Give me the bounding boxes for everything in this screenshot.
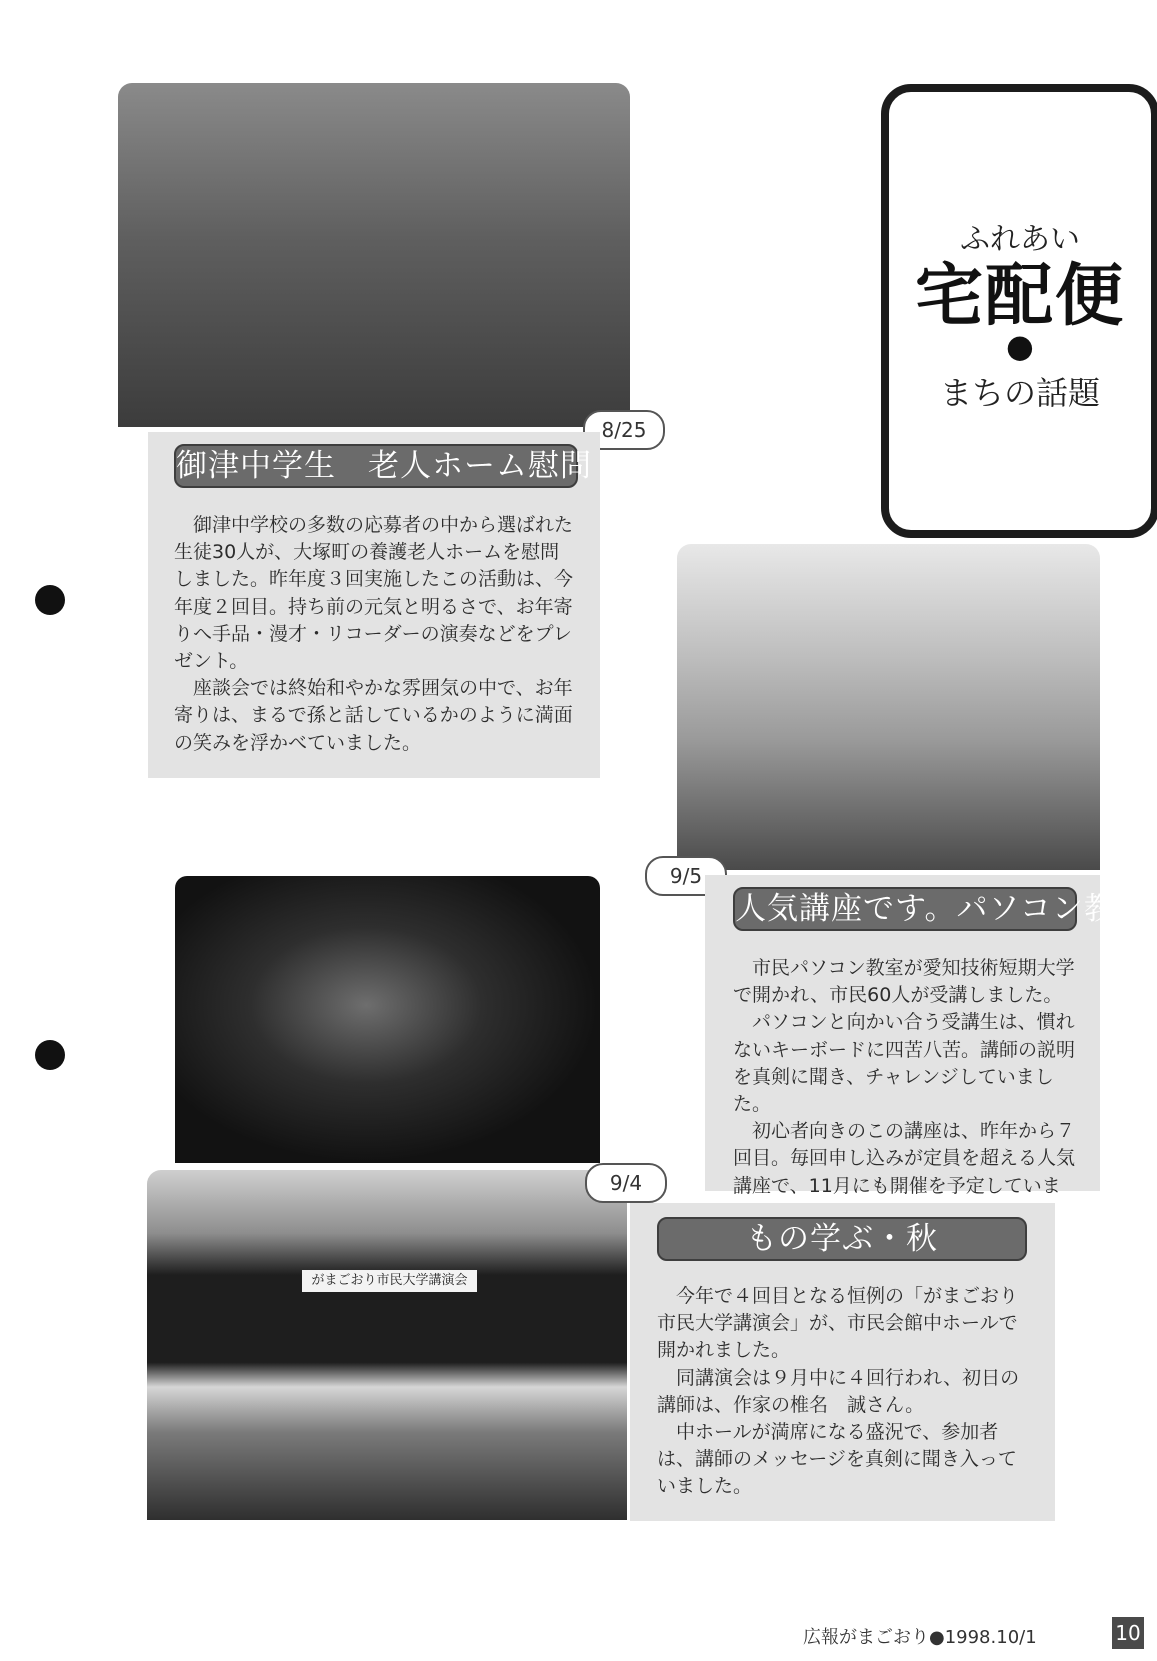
date-badge: 9/5 (645, 856, 727, 896)
article-paragraph: パソコンと向かい合う受講生は、慣れないキーボードに四苦八苦。講師の説明を真剣に聞き、チャレンジしていました。 (733, 1011, 1076, 1116)
date-badge: 9/4 (585, 1163, 667, 1203)
article-body (657, 1283, 1025, 1501)
article-paragraph: 初心者向きのこの講座は、昨年から７回目。毎回申し込みが定員を超える人気講座で、11月にも開催を予定していま (733, 1120, 1076, 1197)
binder-hole-top (35, 585, 65, 615)
article-lecture (630, 1203, 1055, 1521)
binder-hole-bottom (35, 1040, 65, 1070)
article-headline: 人気講座です。パソコン教室 (733, 887, 1077, 931)
page-number: 10 (1112, 1617, 1144, 1649)
article-paragraph: 今年で４回目となる恒例の「がまごおり市民大学講演会」が、市民会館中ホールで開かれました。 (657, 1285, 1019, 1362)
article-body (174, 512, 576, 757)
date-badge: 8/25 (583, 410, 665, 450)
title-sub: まちの話題 (939, 374, 1100, 412)
article-headline: もの学ぶ・秋 (657, 1217, 1027, 1261)
photo-computer-class (677, 544, 1100, 870)
article-body (733, 955, 1077, 1227)
title-main: 宅配便 (914, 257, 1125, 336)
publication-footer: 広報がまごおり●1998.10/1 (803, 1627, 1037, 1648)
article-paragraph: 中ホールが満席になる盛況で、参加者は、講師のメッセージを真剣に聞き入っていました。 (657, 1421, 1017, 1498)
article-paragraph: 御津中学校の多数の応募者の中から選ばれた生徒30人が、大塚町の養護老人ホームを慰問しました。昨年度３回実施したこの活動は、今年度２回目。持ち前の元気と明るさで、お年寄りへ手品・漫才・リコーダーの演奏などをプレゼント。 (174, 514, 574, 673)
photo-lecture-hall (147, 1170, 627, 1520)
article-paragraph: 同講演会は９月中に４回行われ、初日の講師は、作家の椎名 誠さん。 (657, 1366, 1020, 1416)
hall-banner: がまごおり市民大学講演会 (302, 1270, 477, 1292)
article-paragraph: 座談会では終始和やかな雰囲気の中で、お年寄りは、まるで孫と話しているかのように満面の笑みを浮かべていました。 (174, 677, 573, 754)
article-computer-class (705, 875, 1148, 1197)
article-paragraph: 市民パソコン教室が愛知技術短期大学で開かれ、市民60人が受講しました。 (733, 957, 1075, 1007)
article-nursing-home (148, 432, 600, 778)
title-bullet: ● (1006, 327, 1034, 365)
article-headline: 御津中学生 老人ホーム慰問 (174, 444, 578, 488)
photo-lecturer (175, 876, 600, 1163)
title-kicker: ふれあい (960, 222, 1080, 257)
photo-nursing-home-visit (118, 83, 630, 427)
section-title-box (881, 84, 1157, 538)
